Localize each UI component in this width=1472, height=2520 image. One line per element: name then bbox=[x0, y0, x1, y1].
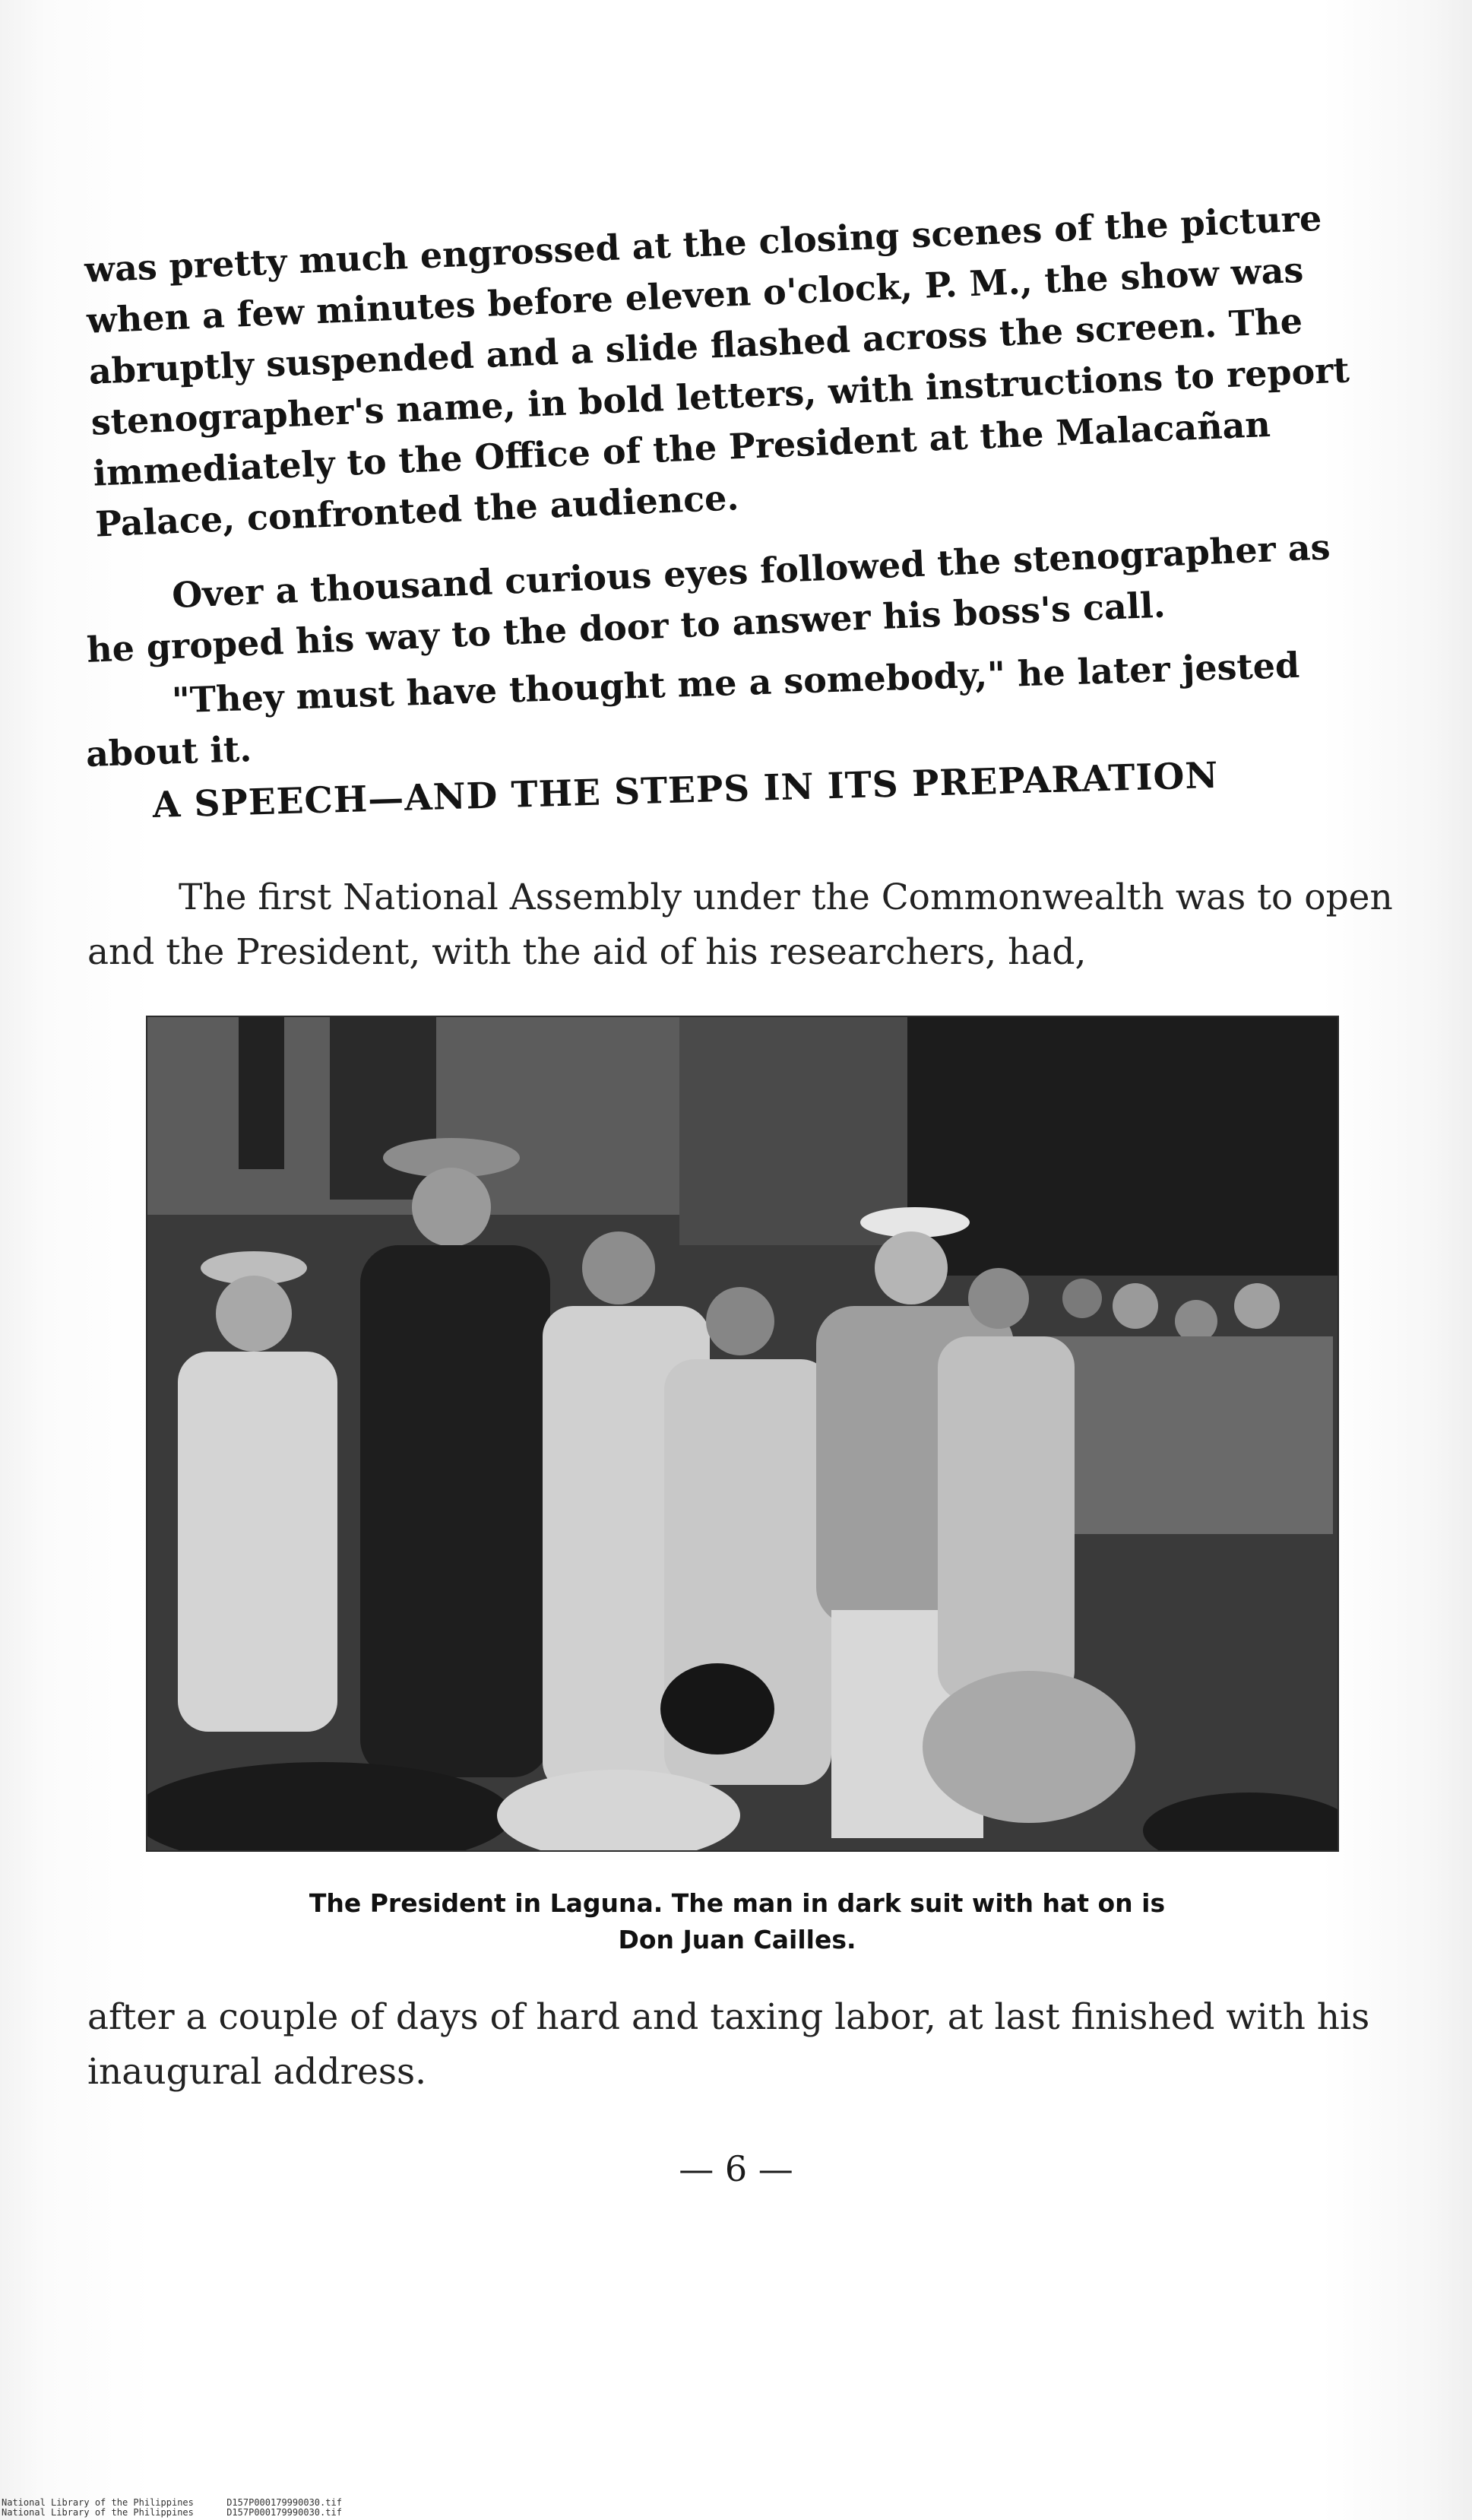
body-paragraph-3: "They must have thought me a somebody," he later jested about it. bbox=[85, 644, 1300, 775]
photo-caption-line-2: Don Juan Cailles. bbox=[618, 1925, 856, 1954]
body-paragraph-1: was pretty much engrossed at the closing scenes of the picture when a few minutes before eleven o'clock, P. M., the show was abruptly suspended and a slide flashed across the screen. The stenographer's name, in bold letters, with instructions to report immediately to the Office of the President at the Malacañan Palace, confronted the audience. bbox=[84, 197, 1350, 545]
footer-scan-stamp-1: National Library of the Philippines D157P000179990030.tif bbox=[2, 2497, 342, 2508]
page-number: — 6 — bbox=[679, 2148, 793, 2189]
section-heading: A SPEECH—AND THE STEPS IN ITS PREPARATION bbox=[152, 754, 1220, 826]
body-paragraph-4: The first National Assembly under the Commonwealth was to open and the President, with the aid of his researchers, had, bbox=[87, 876, 1393, 973]
photo-caption-line-1: The President in Laguna. The man in dark suit with hat on is bbox=[309, 1888, 1166, 1918]
footer-scan-stamp-2: National Library of the Philippines D157P000179990030.tif bbox=[2, 2507, 342, 2518]
photograph-president-in-laguna bbox=[146, 1016, 1339, 1852]
body-paragraph-2: Over a thousand curious eyes followed the stenographer as he groped his way to the door to answer his boss's call. bbox=[86, 526, 1331, 670]
photo-caption bbox=[175, 1885, 1299, 1958]
body-paragraph-5: after a couple of days of hard and taxing labor, at last finished with his inaugural address. bbox=[87, 1996, 1370, 2093]
photo-illustration bbox=[147, 1017, 1337, 1850]
